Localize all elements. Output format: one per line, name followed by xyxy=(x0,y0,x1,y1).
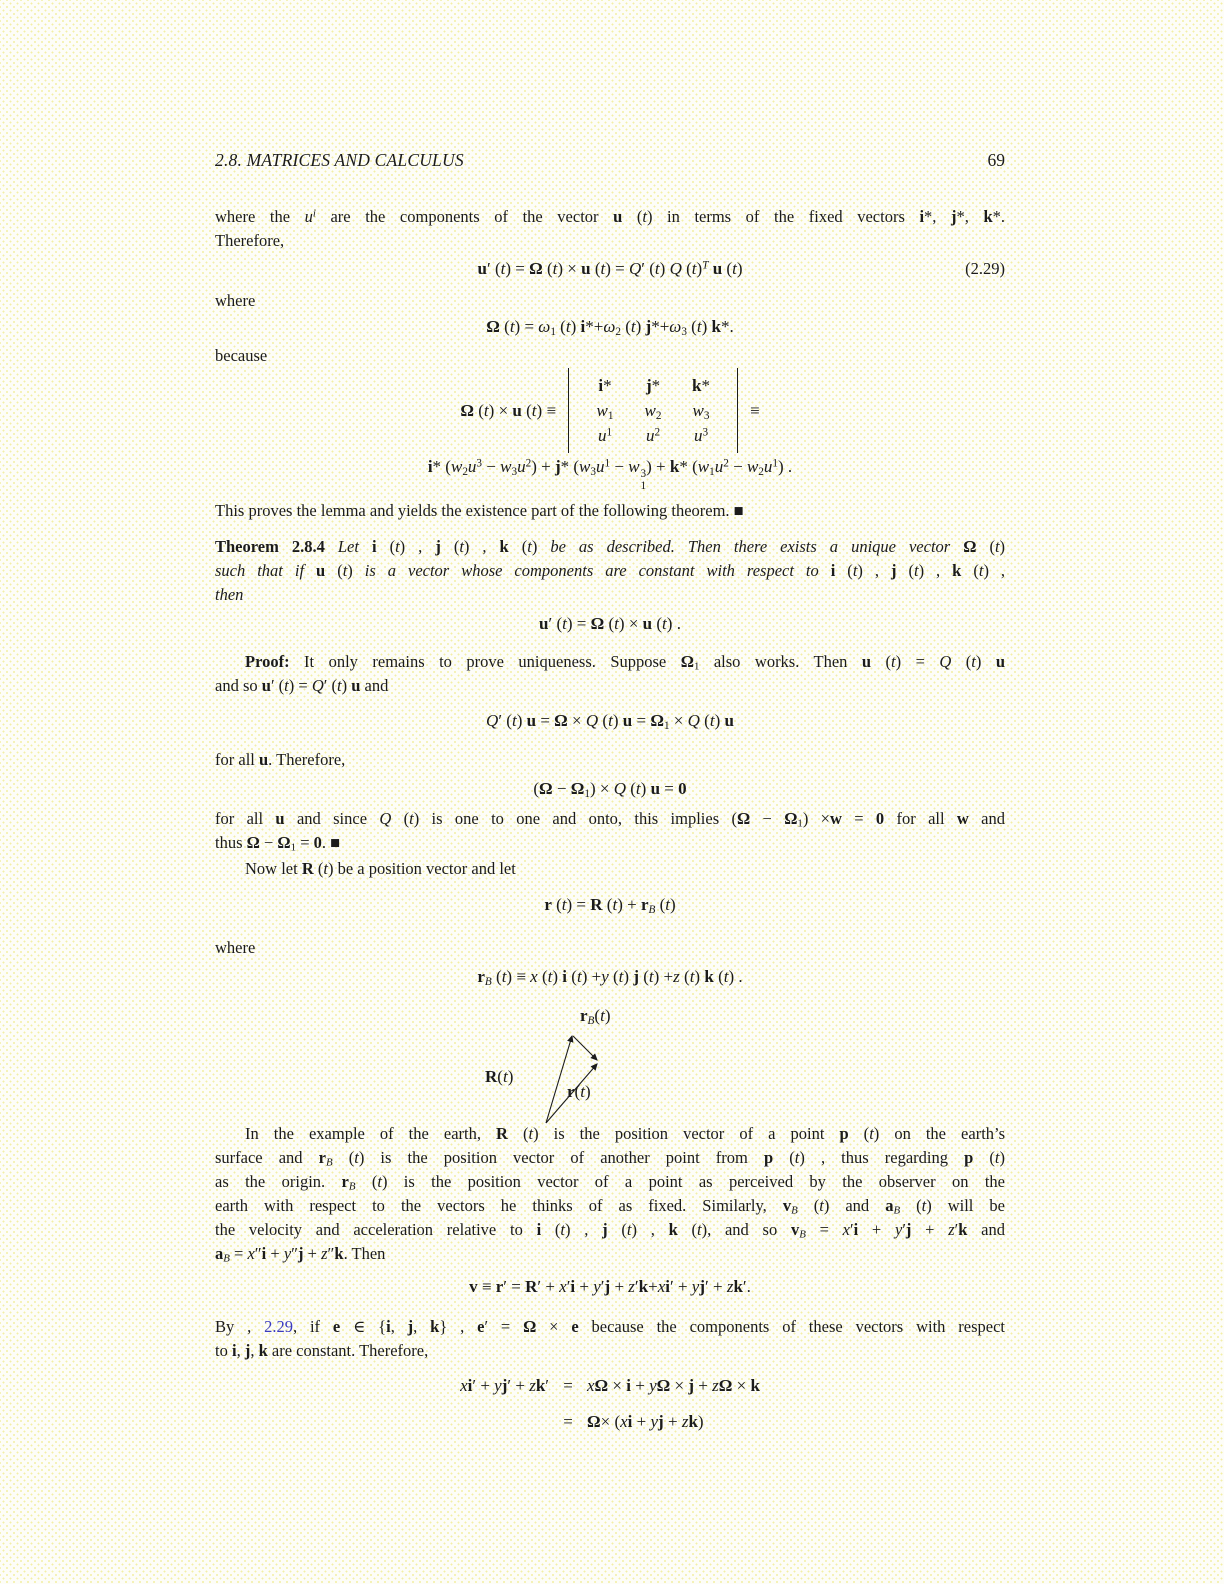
display-equation-cross-product: i* $(w_2u^3 - w_3u^2) + j*$ ($w_3u^1 - w$ 3 1 ) + k* $(w_1u^2 - w_2u^1)$ . xyxy=(427,457,793,492)
page-number: 69 xyxy=(987,150,1005,170)
equation-ref-link[interactable]: 2.29 xyxy=(264,1316,293,1336)
equation-math: u′ (t) = Ω (t) × u (t) = Q′ (t) Q $(t)^T$ u (t) xyxy=(477,259,743,278)
aligned-rhs-2: Ω× (xi + yj + zk) xyxy=(587,1411,704,1431)
paragraph-line: In the example of the earth, R (t) is the position vector of a point p (t) on the earth’s xyxy=(245,1123,1006,1143)
vector-rB-arrow xyxy=(573,1036,597,1060)
display-equation-rb: $r_B$ (t) ≡ x (t) i (t) +y (t) j (t) +z (t) k (t) . xyxy=(477,966,743,988)
paragraph-line: as the origin. $r_B$ (t) is the position vector of a point as perceived by the observer on the xyxy=(215,1171,1005,1193)
display-equation-velocity: v ≡ r′ = R′ + x′i + y′j + z′k+xi′ + yj′ + zk′. xyxy=(469,1276,751,1296)
matrix-cell: j* xyxy=(645,376,661,395)
paragraph-intro xyxy=(215,205,1005,253)
proof-line: Proof: It only remains to prove uniqueness. Suppose $\Omega_1$ also works. Then u (t) = Q (t) u xyxy=(245,651,1006,673)
matrix-cell: $u^3$ xyxy=(693,426,709,445)
matrix-cell: k* xyxy=(692,376,711,395)
determinant-rhs: ≡ xyxy=(750,401,760,420)
vector-R-arrow xyxy=(546,1036,572,1123)
vector-diagram-svg xyxy=(330,1002,660,1128)
paragraph-line: for all u and since Q (t) is one to one and onto, this implies $(\Omega - \Omega_1) \times w = 0$ for all w and xyxy=(215,808,1006,830)
paragraph-line: $a_B = x''i + y''j + z''k$. Then xyxy=(215,1243,386,1265)
matrix-cell: i* xyxy=(598,376,612,395)
paragraph-line: earth with respect to the vectors he thinks of as fixed. Similarly, $v_B$ (t) and $a_B$ (t) will be xyxy=(215,1195,1005,1217)
aligned-equations xyxy=(215,1372,1005,1436)
paragraph-for-all-u: for all u. Therefore, xyxy=(215,749,346,769)
equation-number: (2.29) xyxy=(965,259,1005,278)
text-after-ref: , if e ∈ {i, j, k} , e′ = Ω × e because the components of these vectors with respect xyxy=(292,1316,1005,1336)
display-equation-omega: Ω $(t) = \omega_1$ (t) $i*+\omega_2$ (t) $j*+\omega_3$ (t) k*. xyxy=(486,317,734,338)
paragraph-line: Therefore, xyxy=(215,231,285,250)
display-equation-determinant xyxy=(215,368,1005,453)
paragraph-by-229 xyxy=(215,1315,1005,1363)
diagram-label-r: r(t) xyxy=(567,1081,591,1101)
matrix-cell: $u^2$ xyxy=(645,426,661,445)
connector-because: because xyxy=(215,346,268,365)
determinant-matrix xyxy=(568,368,738,453)
proof-line: and so u′ (t) = Q′ (t) u and xyxy=(215,675,389,695)
paragraph-line: thus $\Omega - \Omega_1 = 0$. ■ xyxy=(215,832,341,854)
text-before-ref: By , xyxy=(215,1316,265,1336)
aligned-lhs-empty xyxy=(460,1408,549,1436)
matrix-cell: $w_1$ xyxy=(596,401,614,422)
display-equation-omega-difference: $(\Omega - \Omega_1) \times Q$ (t) u = 0 xyxy=(533,778,687,800)
display-equation-uniqueness: Q′ (t) u = Ω × Q (t) $u = \Omega_1 \times Q$ (t) u xyxy=(486,710,734,732)
paragraph-lemma-conclusion: This proves the lemma and yields the existence part of the following theorem. ■ xyxy=(215,500,744,520)
display-equation-r: r (t) = R $(t) + r_B$ (t) xyxy=(544,894,676,916)
paragraph-line: surface and $r_B$ (t) is the position vector of another point from p (t) , thus regarding p (t) xyxy=(215,1147,1005,1169)
theorem-line: Theorem 2.8.4 Let i (t) , j (t) , k (t) be as described. Then there exists a unique vector Ω (t) xyxy=(215,536,1006,556)
connector-where: where xyxy=(215,291,256,310)
paragraph-line xyxy=(215,1315,1005,1339)
theorem-line: then xyxy=(215,584,244,604)
matrix-cell: $w_2$ xyxy=(644,401,662,422)
paragraph-earth-example xyxy=(215,1122,1005,1266)
matrix-cell: $w_3$ xyxy=(692,401,710,422)
theorem-2-8-4 xyxy=(215,535,1005,607)
determinant-lhs: Ω (t) × u (t) ≡ xyxy=(460,401,557,420)
paragraph-one-to-one xyxy=(215,807,1005,855)
equals-sign: = xyxy=(563,1411,573,1431)
theorem-line: such that if u (t) is a vector whose components are constant with respect to i (t) , j (t) , k (t) , xyxy=(215,560,1006,580)
diagram-label-rB: $r_B(t)$ xyxy=(580,1005,611,1027)
aligned-lhs: xi′ + yj′ + zk′ xyxy=(460,1375,549,1395)
paragraph-line: to i, j, k are constant. Therefore, xyxy=(215,1340,429,1360)
paragraph-line: the velocity and acceleration relative to i (t) , j (t) , k (t), and so $v_B = x'i + y'j + z'k$ and xyxy=(215,1219,1006,1241)
equals-sign: = xyxy=(563,1375,573,1395)
vector-diagram xyxy=(330,1002,660,1128)
diagram-label-R: R(t) xyxy=(485,1066,514,1086)
paragraph-line: where the $u^i$ are the components of the vector u (t) in terms of the fixed vectors i*, j*, k*. xyxy=(215,207,1005,226)
paragraph-position-vector: Now let R (t) be a position vector and let xyxy=(245,858,516,878)
aligned-rhs-1: xΩ × i + yΩ × j + zΩ × k xyxy=(587,1375,760,1395)
page-header xyxy=(215,148,1005,172)
proof-paragraph xyxy=(215,650,1005,698)
display-equation-theorem: u′ (t) = Ω (t) × u (t) . xyxy=(539,613,681,633)
page-content xyxy=(215,148,1005,1436)
matrix-cell: $u^1$ xyxy=(597,426,613,445)
section-heading: 2.8. MATRICES AND CALCULUS xyxy=(215,150,464,170)
display-equation-2-29 xyxy=(215,255,1005,283)
connector-where-2: where xyxy=(215,937,256,957)
